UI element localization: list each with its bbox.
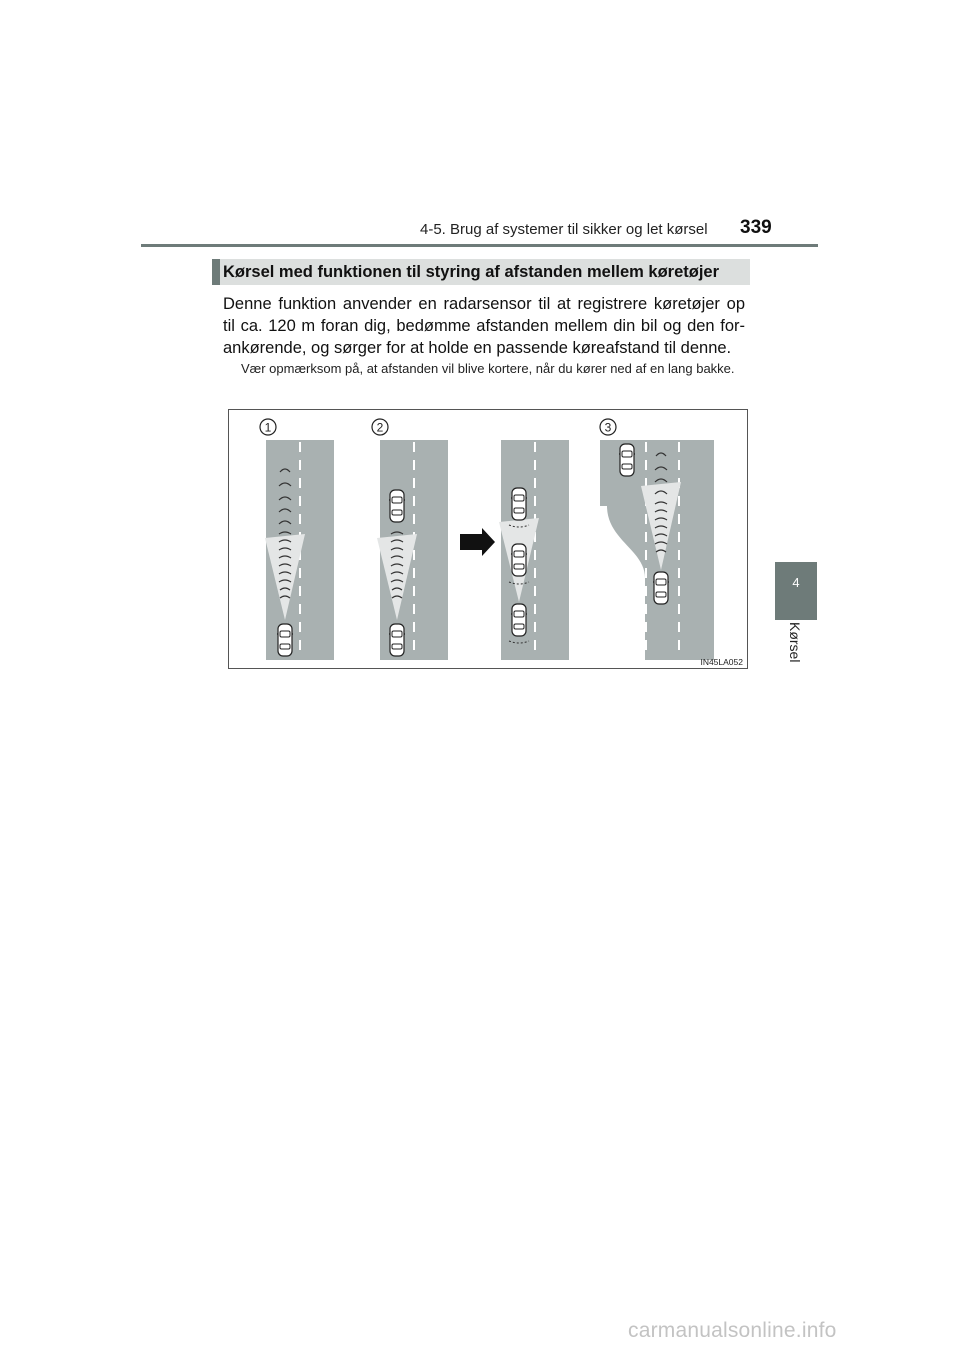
- own-car-2b: [511, 604, 527, 636]
- section-heading: Kørsel med funktionen til styring af afstanden mellem køretøjer: [223, 263, 720, 281]
- scenario-label-3: [600, 419, 616, 435]
- header-rule: [141, 244, 818, 247]
- radar-diagram: [228, 409, 748, 669]
- note-paragraph: Vær opmærksom på, at afstanden vil blive kortere, når du kører ned af en lang bakke.: [241, 361, 735, 376]
- chapter-tab: [775, 562, 817, 620]
- scenario-label-3-text: 3: [604, 420, 612, 435]
- body-line-2: til ca. 120 m foran dig, bedømme afstanden mellem din bil og den for-: [223, 317, 745, 335]
- scenario-label-2: [372, 419, 388, 435]
- chapter-label: [785, 622, 805, 682]
- own-car-1: [277, 624, 293, 656]
- figure-code: IN45LA052: [700, 657, 743, 667]
- header-section-title: 4-5. Brug af systemer til sikker og let kørsel: [420, 221, 708, 238]
- watermark: carmanualsonline.info: [628, 1319, 837, 1342]
- own-car-3: [653, 572, 669, 604]
- scenario-1: [260, 419, 334, 660]
- lead-car-2: [389, 490, 405, 522]
- body-line-1: Denne funktion anvender en radarsensor til at registrere køretøjer op: [223, 295, 745, 313]
- own-car-2: [389, 624, 405, 656]
- scenario-label-1: [260, 419, 276, 435]
- page-number: 339: [740, 217, 772, 238]
- chapter-label-text: Kørsel: [787, 622, 803, 663]
- transition-arrow-icon: [460, 528, 495, 556]
- lead-car-2b: [511, 488, 527, 520]
- body-line-3: ankørende, og sørger for at holde en passende køreafstand til denne.: [223, 339, 732, 357]
- middle-car-2b: [511, 544, 527, 576]
- scenario-2: [372, 419, 448, 660]
- scenario-label-1-text: 1: [264, 420, 272, 435]
- scenario-label-2-text: 2: [376, 420, 384, 435]
- scenario-3: [600, 419, 714, 660]
- chapter-number: 4: [792, 575, 800, 590]
- body-paragraph: [223, 293, 745, 359]
- merging-car-3: [619, 444, 635, 476]
- section-heading-accent: [212, 259, 220, 285]
- scenario-2-result: [499, 440, 569, 660]
